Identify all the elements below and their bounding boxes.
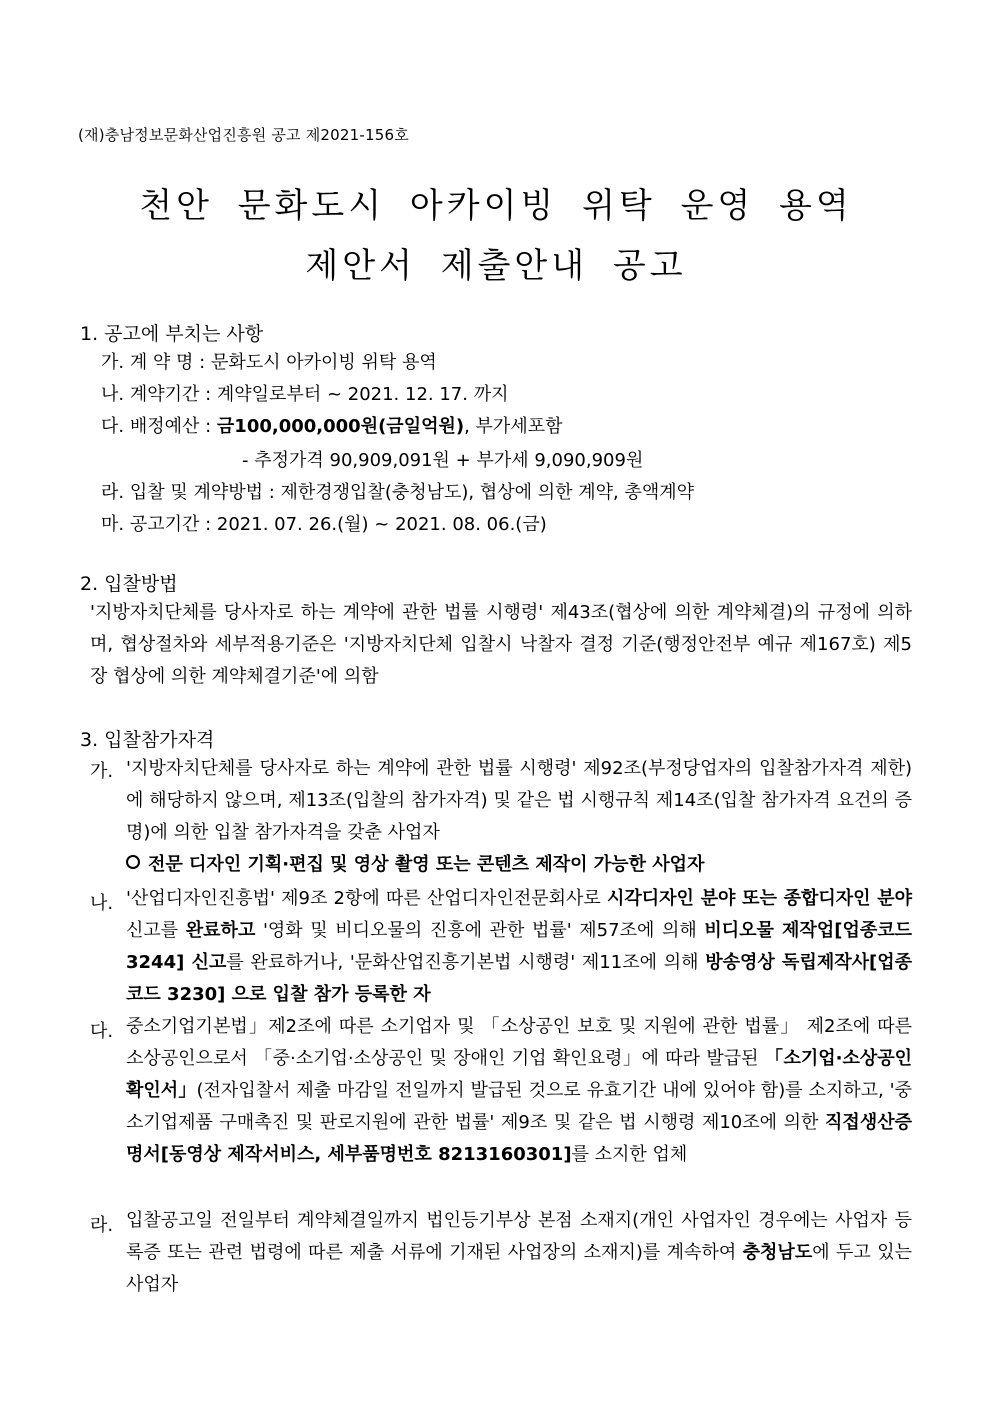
notice-number: (재)충남정보문화산업진흥원 공고 제2021-156호 <box>78 126 409 144</box>
s3-item-a-label: 가. <box>90 761 114 782</box>
s3-b-part: '산업디자인진흥법' 제9조 2항에 따른 산업디자인전문회사로 <box>126 888 607 909</box>
s3-d-part-bold: 충청남도 <box>742 1242 813 1263</box>
section-2-heading: 2. 입찰방법 <box>80 573 178 595</box>
s1-item-b: 나. 계약기간 : 계약일로부터 ~ 2021. 12. 17. 까지 <box>101 384 509 405</box>
s1-item-e: 마. 공고기간 : 2021. 07. 26.(월) ~ 2021. 08. 06.(금) <box>101 514 547 535</box>
s3-d-part: 에 두고 있는 사업자 <box>126 1242 912 1295</box>
s3-b-part-bold: 시각디자인 분야 또는 종합디자인 분야 <box>606 888 913 909</box>
section-3-heading: 3. 입찰참가자격 <box>80 729 215 751</box>
s3-item-d-label: 라. <box>90 1215 114 1236</box>
s3-c-part: 를 소지한 업체 <box>571 1144 688 1165</box>
s3-d-part: 입찰공고일 전일부터 계약체결일까지 법인등기부상 본점 소재지(개인 사업자인 경우에는 사업자 등록증 또는 관련 법령에 따른 제출 서류에 기재된 사업장의 소재지)를 계속하여 <box>126 1210 912 1263</box>
s3-b-part: 를 완료하거나, '문화산업진흥기본법 시행령' 제11조에 의해 <box>226 952 706 973</box>
s3-b-part-bold: 방송영상 독립제작사[업종코드 3230] 으로 입찰 참가 등록한 자 <box>126 952 913 1005</box>
s3-c-part-bold: 직접생산증명서[동영상 제작서비스, 세부품명번호 8213160301] <box>126 1112 912 1165</box>
s1-item-c-tail: , 부가세포함 <box>464 416 563 437</box>
s3-b-part-bold: 완료하고 <box>185 920 256 941</box>
s3-item-b-label: 나. <box>90 893 114 914</box>
s3-b-part-bold: 비디오물 제작업[업종코드3244] 신고 <box>126 920 913 973</box>
title-line-2: 제안서 제출안내 공고 <box>305 246 687 286</box>
s3-item-a-highlight <box>126 853 704 877</box>
s3-item-c-body <box>126 1011 912 1171</box>
s1-item-c-sub: - 추정가격 90,909,091원 + 부가세 9,090,909원 <box>242 450 644 471</box>
s3-item-d-body <box>126 1205 912 1301</box>
s3-c-part-bold: 「소기업·소상공인확인서」 <box>126 1048 912 1101</box>
s3-c-part: 중소기업기본법」제2조에 따른 소기업자 및 「소상공인 보호 및 지원에 관한 법률」 제2조에 따른 소상공인으로서 「중·소기업·소상공인 및 장애인 기업 확인요령」에 따라 발급된 <box>126 1016 912 1069</box>
s3-item-c-label: 다. <box>90 1021 114 1042</box>
s3-item-a-highlight-text: 전문 디자인 기획·편집 및 영상 촬영 또는 콘텐츠 제작이 가능한 사업자 <box>148 854 705 875</box>
s1-item-c-amount: 금100,000,000원(금일억원) <box>216 416 465 437</box>
s1-item-c-label: 다. 배정예산 : <box>101 416 217 437</box>
s3-b-part: 신고를 <box>126 920 186 941</box>
s3-b-part: '영화 및 비디오물의 진흥에 관한 법률' 제57조에 의해 <box>255 920 705 941</box>
section-1-heading: 1. 공고에 부치는 사항 <box>80 323 264 345</box>
s1-item-c <box>101 415 562 439</box>
s1-item-a: 가. 계 약 명 : 문화도시 아카이빙 위탁 용역 <box>101 352 437 373</box>
s2-body: '지방자치단체를 당사자로 하는 계약에 관한 법률 시행령' 제43조(협상에 의한 계약체결)의 규정에 의하며, 협상절차와 세부적용기준은 '지방자치단체 입찰시 낙찰자 결정 기준(행정안전부 예규 제167호) 제5장 협상에 의한 계약체결기준'에 의함 <box>90 602 912 687</box>
s1-item-d: 라. 입찰 및 계약방법 : 제한경쟁입찰(충청남도), 협상에 의한 계약, 총액계약 <box>101 482 695 503</box>
circle-bullet-icon <box>126 855 140 869</box>
s3-item-b-body <box>126 883 912 1011</box>
title-line-1: 천안 문화도시 아카이빙 위탁 운영 용역 <box>139 186 853 226</box>
s3-item-a-body: '지방자치단체를 당사자로 하는 계약에 관한 법률 시행령' 제92조(부정당업자의 입찰참가자격 제한)에 해당하지 않으며, 제13조(입찰의 참가자격) 및 같은 법 시행규칙 제14조(입찰 참가자격 요건의 증명)에 의한 입찰 참가자격을 갖춘 사업자 <box>126 758 912 843</box>
s3-c-part: (전자입찰서 제출 마감일 전일까지 발급된 것으로 유효기간 내에 있어야 함)를 소지하고, '중소기업제품 구매촉진 및 판로지원에 관한 법률' 제9조 및 같은 법 시행령 제10조에 의한 <box>126 1080 912 1133</box>
